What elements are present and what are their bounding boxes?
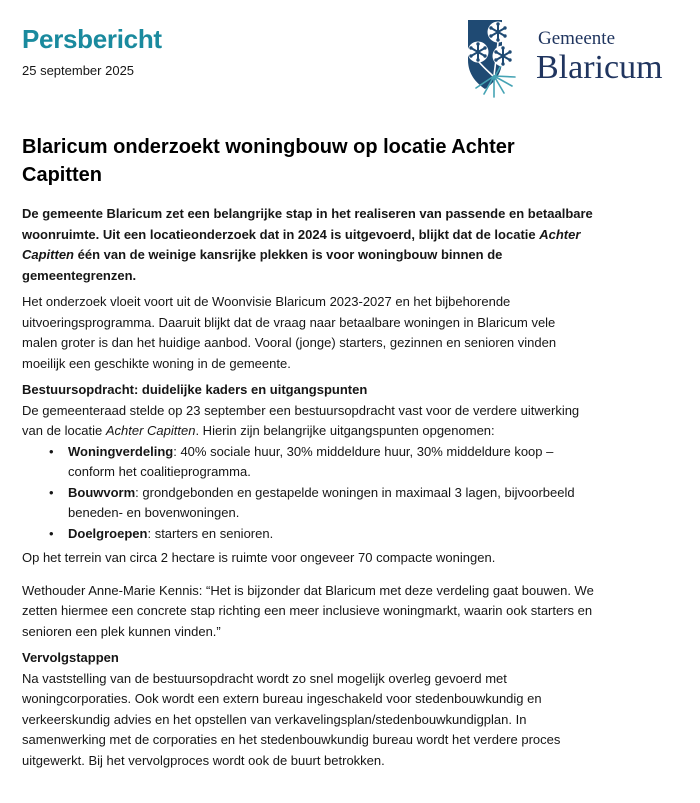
gemeente-blaricum-logo (466, 14, 682, 100)
flower-icon (493, 46, 514, 67)
bullet-item-bouwvorm: • Bouwvorm: grondgebonden en gestapelde woningen in maximaal 3 lagen, bijvoorbeeld beneden- en bovenwoningen. (22, 483, 594, 524)
article-body (22, 204, 594, 771)
flower-icon (468, 42, 489, 63)
intro-paragraph: Het onderzoek vloeit voort uit de Woonvisie Blaricum 2023-2027 en het bijbehorende uitvoeringsprogramma. Daaruit blijkt dat de vraag naar betaalbare woningen in Blaricum vele malen groter is dan het huidige aanbod. Vooral (jonge) starters, gezinnen en senioren vinden moeilijk een geschikte woning in de gemeente. (22, 294, 557, 371)
lead-paragraph: De gemeente Blaricum zet een belangrijke stap in het realiseren van passende en betaalbare woonruimte. Uit een locatieonderzoek dat in 2024 is uitgevoerd, blijkt dat de locatie Achter Capitten één van de weinige kansrijke plekken is voor woningbouw binnen de gemeentegrenzen. (22, 206, 593, 283)
closing-paragraph: Na vaststelling van de bestuursopdracht wordt zo snel mogelijk overleg gevoerd met woningcorporaties. Ook wordt een extern bureau ingeschakeld voor stedenbouwkundig en verkeerskundig advies en het opstellen van verkavelingsplan/stedenbouwkundigplan. In samenwerking met de corporaties en het stedenbouwkundig bureau wordt het verdere proces uitgewerkt. Bij het vervolgproces wordt ook de buurt betrokken. (22, 670, 561, 768)
masthead (22, 24, 678, 100)
section-paragraph: De gemeenteraad stelde op 23 september een bestuursopdracht vast voor de verdere uitwerking van de locatie Achter Capitten. Hierin zijn belangrijke uitgangspunten opgenomen: (22, 402, 580, 438)
section-heading-bestuursopdracht: Bestuursopdracht: duidelijke kaders en uitgangspunten (22, 382, 368, 397)
document-date: 25 september 2025 (22, 63, 135, 78)
flower-icon (488, 22, 509, 43)
article-title: Blaricum onderzoekt woningbouw op locatie Achter Capitten (22, 136, 515, 186)
logo-text-blaricum: Blaricum (536, 49, 663, 86)
masthead-left (22, 24, 162, 78)
document-title: Persbericht (22, 24, 162, 54)
bullet-list (22, 442, 594, 545)
capacity-paragraph: Op het terrein van circa 2 hectare is ruimte voor ongeveer 70 compacte woningen. (22, 550, 496, 565)
section-heading-vervolgstappen: Vervolgstappen (22, 650, 119, 665)
bullet-item-doelgroepen: • Doelgroepen: starters en senioren. (22, 524, 594, 545)
logo-text-gemeente: Gemeente (538, 28, 616, 49)
bullet-item-woningverdeling: • Woningverdeling: 40% sociale huur, 30% middeldure huur, 30% middeldure koop – conform het coalitieprogramma. (22, 442, 594, 483)
quote-paragraph: Wethouder Anne-Marie Kennis: “Het is bijzonder dat Blaricum met deze verdeling gaat bouwen. We zetten hiermee een concrete stap richting een meer inclusieve woningmarkt, waarin ook starters en senioren een plek kunnen vinden.” (22, 582, 594, 639)
